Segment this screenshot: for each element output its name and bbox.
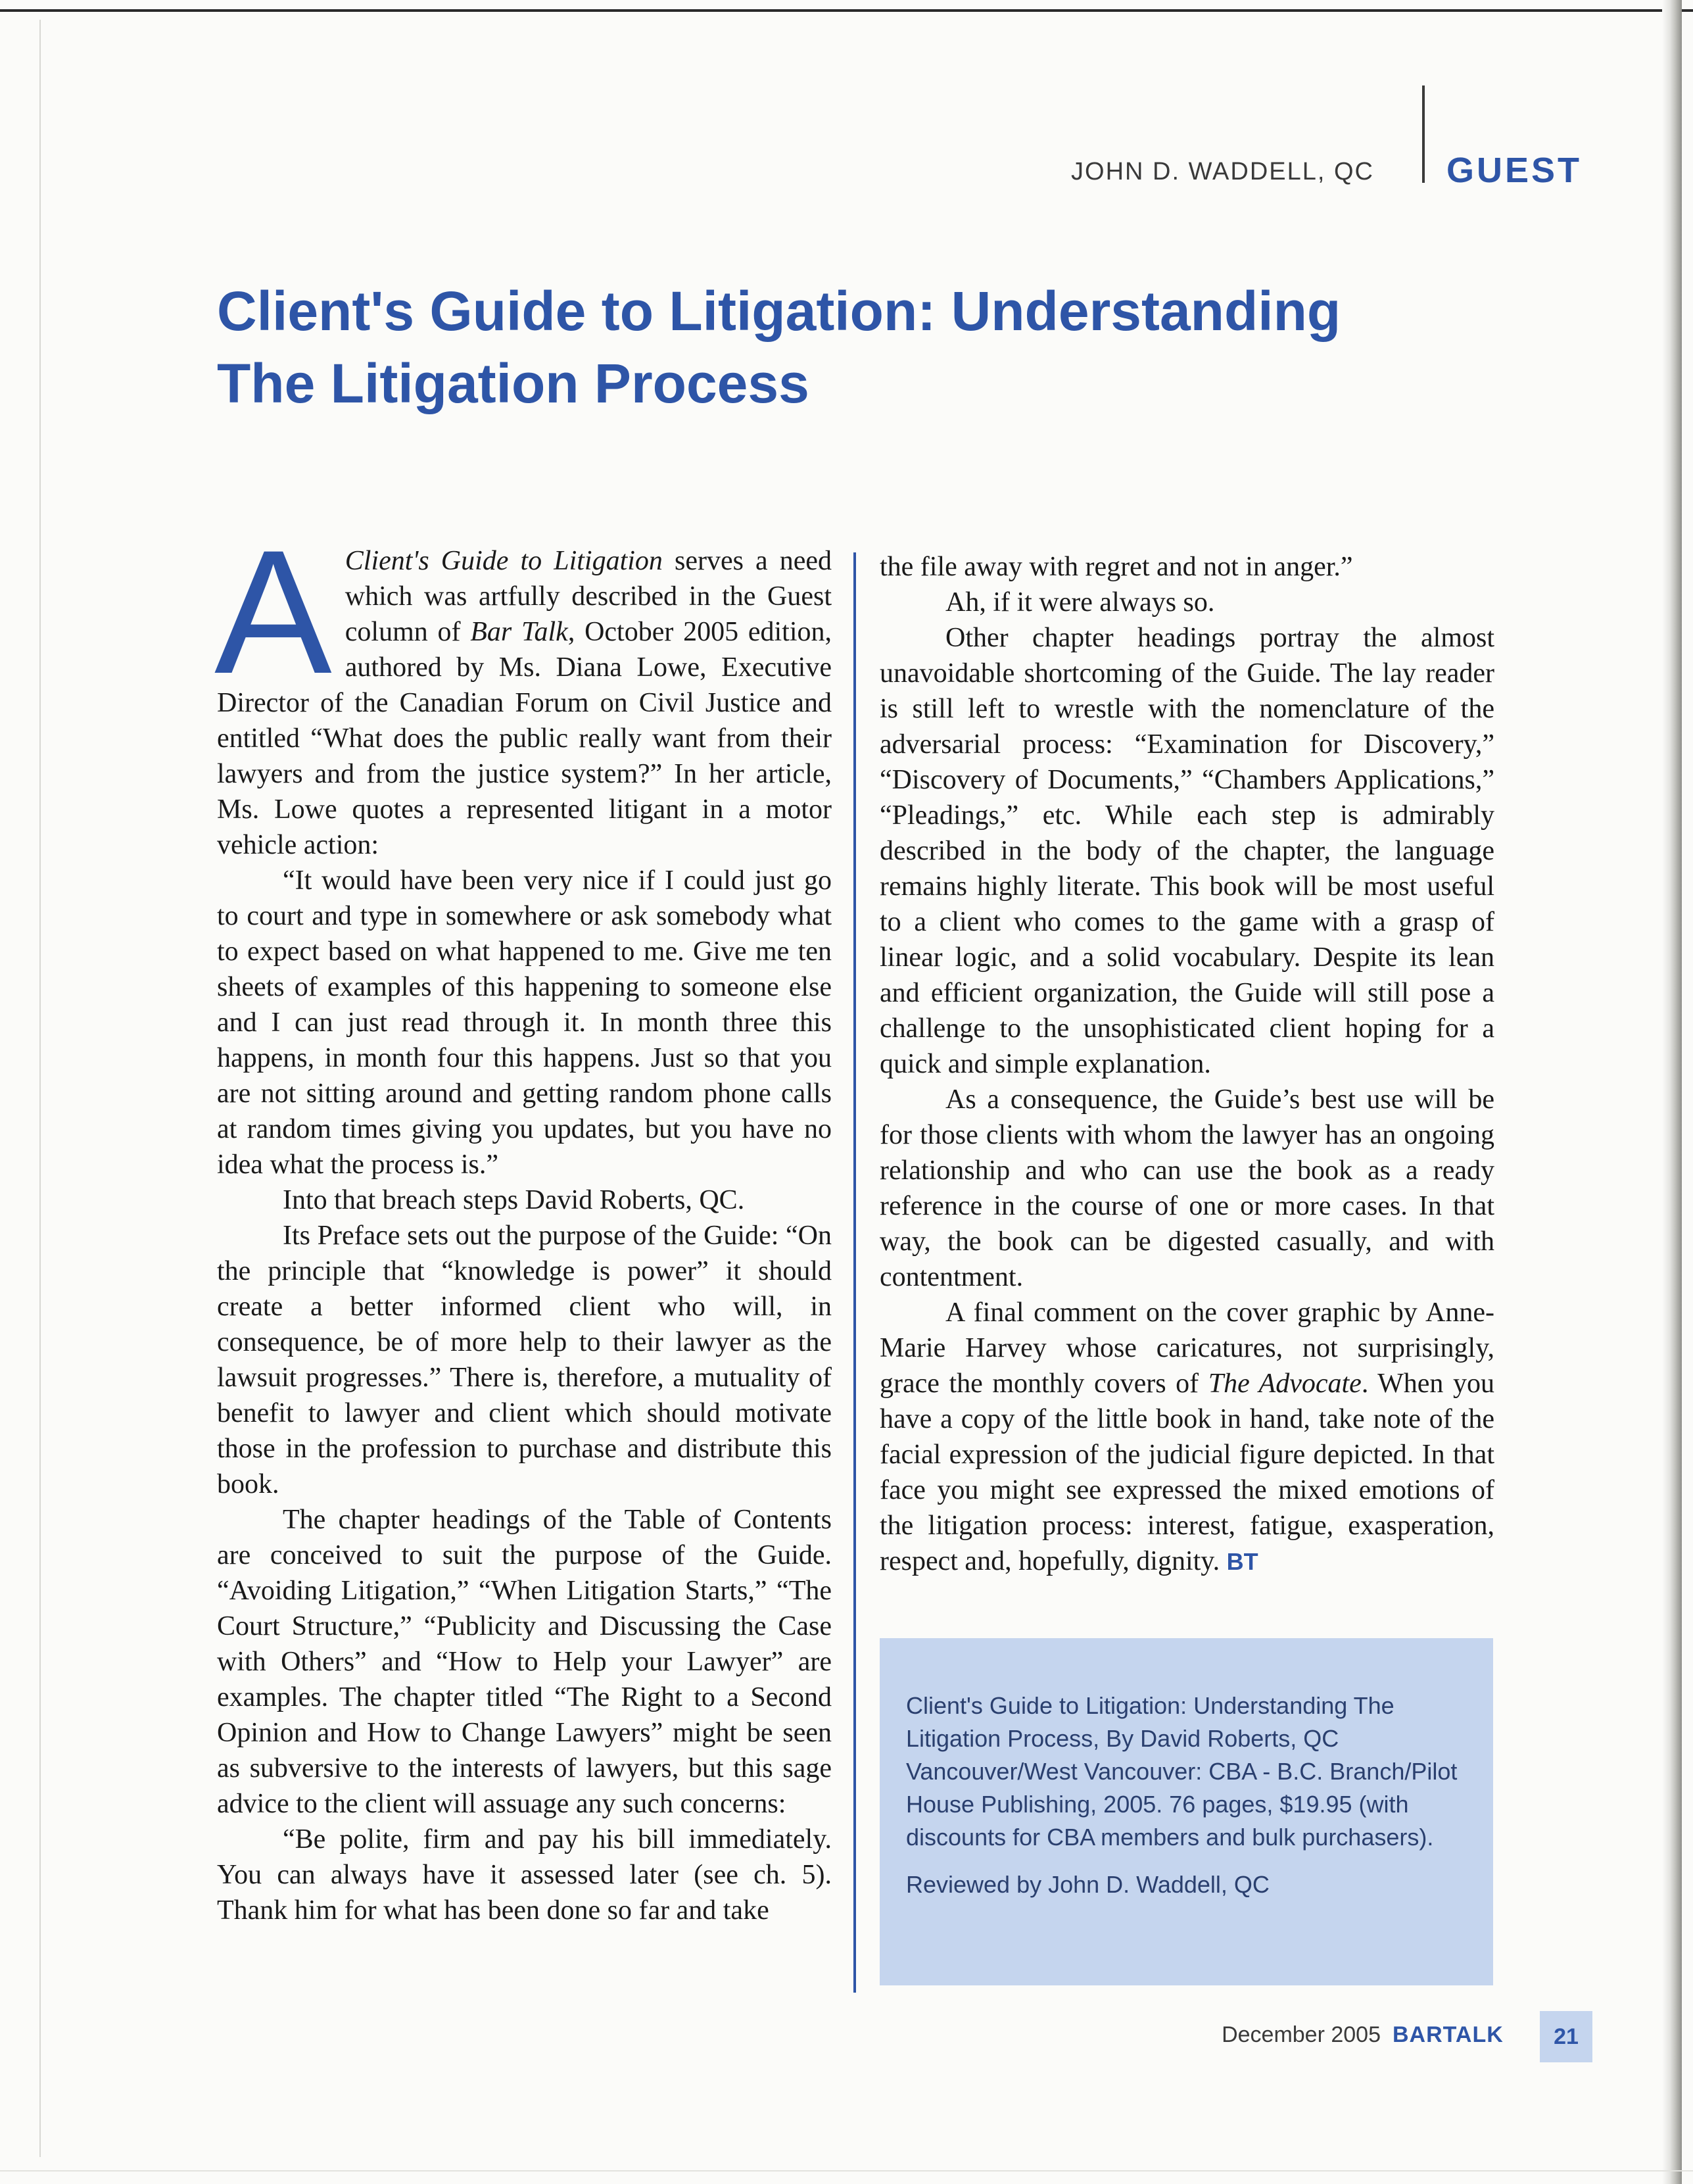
- scan-bottom-edge: [0, 2170, 1693, 2172]
- paragraph: the file away with regret and not in anger.”: [880, 552, 1353, 582]
- magazine-title: Bar Talk: [470, 617, 568, 647]
- page-top-rule: [0, 9, 1693, 12]
- paragraph: Its Preface sets out the purpose of the Guide: “On the principle that “knowledge is power” it should create a better informed client who will, in consequence, be of more help to their lawyer as the lawsuit progresses.” There is, therefore, a mutuality of benefit to lawyer and client which should motivate those in the profession to purchase and distribute this book.: [217, 1221, 832, 1499]
- paragraph: Ah, if it were always so.: [945, 587, 1215, 618]
- book-details: Client's Guide to Litigation: Understanding The Litigation Process, By David Roberts, QC Vancouver/West Vancouver: CBA - B.C. Branch/Pilot House Publishing, 2005. 76 pages, $19.95 (with discounts for CBA members and bulk purchasers).: [906, 1692, 1458, 1851]
- column-divider: [853, 552, 856, 1993]
- page-number: 21: [1540, 2011, 1592, 2062]
- signoff-mark: BT: [1226, 1548, 1258, 1575]
- scan-left-edge: [39, 20, 41, 2157]
- publication-name: BARTALK: [1393, 2022, 1504, 2047]
- title-line-1: Client's Guide to Litigation: Understanding: [217, 280, 1341, 342]
- book-info-box: [880, 1638, 1493, 1985]
- issue-date: December 2005: [1222, 2022, 1381, 2047]
- magazine-title: The Advocate: [1208, 1369, 1362, 1399]
- paragraph: A final comment on the cover graphic by Anne-Marie Harvey whose caricatures, not surprisingly, grace the monthly covers of The Advocate. When you have a copy of the little book in hand, take note of the facial expression of the judicial figure depicted. In that face you might see expressed the mixed emotions of the litigation process: interest, fatigue, exasperation, respect and, hopefully, dignity. BT: [880, 1298, 1494, 1576]
- article-column-right: [880, 549, 1494, 1580]
- title-line-2: The Litigation Process: [217, 352, 809, 414]
- reviewer-credit: Reviewed by John D. Waddell, QC: [906, 1871, 1270, 1898]
- paragraph: As a consequence, the Guide’s best use will be for those clients with whom the lawyer has an ongoing relationship and who can use the book as a ready reference in the course of one or more cases. In that way, the book can be digested casually, and with contentment.: [880, 1084, 1494, 1292]
- paragraph: Other chapter headings portray the almost unavoidable shortcoming of the Guide. The lay reader is still left to wrestle with the nomenclature of the adversarial process: “Examination for Discovery,” “Discovery of Documents,” “Chambers Applications,” “Pleadings,” etc. While each step is admirably described in the body of the chapter, the language remains highly literate. This book will be most useful to a client who comes to the game with a grasp of linear logic, and a solid vocabulary. Despite its lean and efficient organization, the Guide will still pose a challenge to the unsophisticated client hoping for a quick and simple explanation.: [880, 623, 1494, 1079]
- paragraph: “Be polite, firm and pay his bill immediately. You can always have it assessed later (see ch. 5). Thank him for what has been done so far and take: [217, 1824, 832, 1926]
- header-divider: [1422, 85, 1425, 183]
- scan-right-edge: [1662, 0, 1682, 2184]
- article-column-left: [214, 513, 832, 1928]
- author-byline: JOHN D. WADDELL, QC: [1071, 158, 1374, 185]
- section-label: GUEST: [1446, 151, 1583, 190]
- paragraph: Into that breach steps David Roberts, QC.: [283, 1185, 745, 1215]
- paragraph: A Client's Guide to Litigation serves a need which was artfully described in the Guest column of Bar Talk, October 2005 edition, authored by Ms. Diana Lowe, Executive Director of the Canadian Forum on Civil Justice and entitled “What does the public really want from their lawyers and from the justice system?” In her article, Ms. Lowe quotes a represented litigant in a motor vehicle action:: [214, 513, 832, 860]
- book-title: Client's Guide to Litigation: [345, 546, 663, 576]
- paragraph: “It would have been very nice if I could just go to court and type in somewhere or ask somebody what to expect based on what happened to me. Give me ten sheets of examples of this happening to someone else and I can just read through it. In month three this happens, in month four this happens. Just so that you are not sitting around and getting random phone calls at random times giving you updates, but you have no idea what the process is.”: [217, 865, 832, 1180]
- drop-cap: A: [214, 513, 332, 710]
- article-title: [217, 275, 1532, 420]
- paragraph: The chapter headings of the Table of Contents are conceived to suit the purpose of the Guide. “Avoiding Litigation,” “When Litigation Starts,” “The Court Structure,” “Publicity and Discussing the Case with Others” and “How to Help your Lawyer” are examples. The chapter titled “The Right to a Second Opinion and How to Change Lawyers” might be seen as subversive to the interests of lawyers, but this sage advice to the client will assuage any such concerns:: [217, 1505, 832, 1819]
